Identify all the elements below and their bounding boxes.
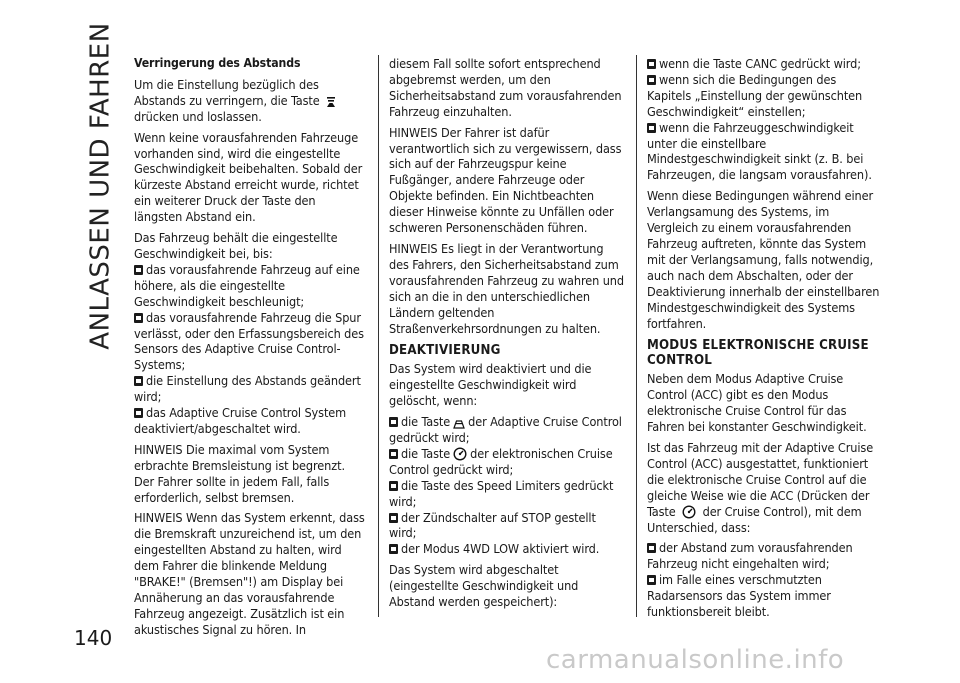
column-divider: [636, 55, 637, 617]
bullet-icon: [647, 575, 656, 585]
acc-button-icon: [453, 419, 465, 429]
bullet-icon: [389, 449, 398, 459]
list-item-text: der Zündschalter auf STOP gestellt wird;: [389, 509, 596, 541]
list-item: [647, 540, 883, 572]
paragraph: [134, 77, 366, 125]
list-item-text: die Einstellung des Abstands geändert wird;: [134, 373, 361, 405]
column-1: [134, 56, 366, 643]
bullet-icon: [134, 408, 143, 418]
text: drücken und loslassen.: [134, 108, 262, 124]
speedometer-icon: [453, 447, 467, 461]
paragraph: Wenn diese Bedingungen während einer Verlangsamung des Systems, im Vergleich zu einem vorausfahrenden Fahrzeug auftreten, könnte das System mit der Verlangsamung, falls notwendig, auch nach dem Abschalten, oder der Deaktivierung innerhalb der einstellbaren Mindestgeschwindigkeit des Systems fortfahren.: [647, 188, 880, 331]
bullet-icon: [647, 59, 656, 69]
paragraph: Das System wird abgeschaltet (eingestellte Geschwindigkeit und Abstand werden gespeichert):: [389, 562, 579, 610]
bullet-icon: [389, 417, 398, 427]
list-item: [389, 478, 625, 510]
text: Um die Einstellung bezüglich des Abstands zu verringern, die Taste: [134, 76, 320, 108]
list-item-text: die Taste des Speed Limiters gedrückt wird;: [389, 477, 614, 509]
note: HINWEIS Die maximal vom System erbrachte Bremsleistung ist begrenzt. Der Fahrer sollte in jedem Fall, falls erforderlich, selbst bremsen.: [134, 441, 345, 505]
list-item: [134, 310, 366, 374]
list-item: [134, 373, 366, 405]
bullet-icon: [134, 265, 143, 275]
list-item-text: der elektronischen Cruise Control gedrückt wird;: [389, 445, 613, 477]
text: Ist das Fahrzeug mit der Adaptive Cruise Control (ACC) ausgestattet, funktioniert die elektronische Cruise Control auf die gleiche Weise wie die ACC (Drücken der Taste: [647, 440, 874, 519]
list-item-text: das Adaptive Cruise Control System deaktiviert/abgeschaltet wird.: [134, 405, 347, 436]
list-item: [389, 541, 625, 557]
paragraph: Das Fahrzeug behält die eingestellte Geschwindigkeit bei, bis:: [134, 230, 338, 261]
bullet-icon: [389, 544, 398, 554]
paragraph: Das System wird deaktiviert und die eingestellte Geschwindigkeit wird gelöscht, wenn:: [389, 361, 592, 409]
speedometer-icon: [682, 505, 696, 519]
page-number: 140: [74, 626, 113, 650]
list-item-text: das vorausfahrende Fahrzeug auf eine höhere, als die eingestellte Geschwindigkeit beschleunigt;: [134, 261, 360, 309]
column-divider: [378, 55, 379, 617]
bullet-icon: [134, 313, 143, 323]
section-heading-deactivation: DEAKTIVIERUNG: [389, 343, 501, 359]
bullet-icon: [647, 75, 656, 85]
list-item: [647, 572, 883, 620]
list-item: [134, 405, 366, 437]
paragraph: Neben dem Modus Adaptive Cruise Control (ACC) gibt es den Modus elektronische Cruise Control für das Fahren bei konstanter Geschwindigkeit.: [647, 371, 867, 435]
bullet-icon: [389, 481, 398, 491]
list-item: [647, 56, 883, 72]
bullet-icon: [389, 513, 398, 523]
chapter-title: [70, 22, 132, 350]
watermark: carmanualsonline.info: [546, 645, 845, 675]
bullet-icon: [647, 123, 656, 133]
paragraph: diesem Fall sollte sofort entsprechend abgebremst werden, um den Sicherheitsabstand zum vorausfahrenden Fahrzeug einzuhalten.: [389, 56, 622, 119]
column-2: [389, 56, 625, 615]
list-item: [647, 120, 883, 184]
column-3: [647, 56, 883, 620]
list-item: [389, 446, 625, 478]
list-item-text: wenn die Taste CANC gedrückt wird;: [659, 56, 861, 71]
paragraph: Wenn keine vorausfahrenden Fahrzeuge vorhanden sind, wird die eingestellte Geschwindigkeit beibehalten. Sobald der kürzeste Abstand erreicht wurde, richtet ein weiterer Druck der Taste den längsten Abstand ein.: [134, 129, 363, 225]
chapter-title-text: ANLASSEN UND FAHREN: [86, 22, 116, 350]
text: der Cruise Control), mit dem Unterschied, dass:: [647, 503, 862, 535]
note: HINWEIS Der Fahrer ist dafür verantwortlich sich zu vergewissern, dass sich auf der Fahrzeugspur keine Fußgänger, andere Fahrzeuge oder Objekte befinden. Ein Nichtbeachten dieser Hinweise könnte zu Unfällen oder schweren Personenschäden führen.: [389, 124, 622, 236]
list-item-text: der Adaptive Cruise Control gedrückt wird;: [389, 414, 622, 446]
distance-button-icon: [326, 96, 336, 108]
paragraph: [647, 440, 883, 535]
section-heading-electronic-cruise-control: MODUS ELEKTRONISCHE CRUISE CONTROL: [647, 338, 869, 369]
bullet-icon: [647, 543, 656, 553]
list-item-text: wenn die Fahrzeuggeschwindigkeit unter die einstellbare Mindestgeschwindigkeit sinkt (z. B. bei Fahrzeugen, die langsam vorausfahren).: [647, 119, 872, 183]
list-item-text: wenn sich die Bedingungen des Kapitels „Einstellung der gewünschten Geschwindigkeit“ einstellen;: [647, 71, 863, 119]
note: HINWEIS Wenn das System erkennt, dass die Bremskraft unzureichend ist, um den eingestellten Abstand zu halten, wird dem Fahrer die blinkende Meldung "BRAKE!" (Bremsen"!) am Display bei Annäherung an das vorausfahrende Fahrzeug angezeigt. Zusätzlich ist ein akustisches Signal zu hören. In: [134, 510, 365, 637]
list-item: [389, 510, 625, 542]
bullet-icon: [134, 376, 143, 386]
note: HINWEIS Es liegt in der Verantwortung des Fahrers, den Sicherheitsabstand zum vorausfahrenden Fahrzeug zu wahren und sich an die in den unterschiedlichen Ländern geltenden Straßenverkehrsordnungen zu halten.: [389, 240, 624, 336]
list-item-text: das vorausfahrende Fahrzeug die Spur verlässt, oder den Erfassungsbereich des Sensors des Adaptive Cruise Control-Systems;: [134, 309, 364, 373]
list-item-text: der Abstand zum vorausfahrenden Fahrzeug nicht eingehalten wird;: [647, 540, 853, 572]
list-item-text: die Taste: [401, 414, 451, 430]
list-item-text: im Falle eines verschmutzten Radarsensors das System immer funktionsbereit bleibt.: [647, 572, 831, 620]
list-item: [647, 72, 883, 120]
list-item: [134, 262, 366, 310]
list-item-text: die Taste: [401, 445, 451, 461]
list-item-text: der Modus 4WD LOW aktiviert wird.: [401, 541, 600, 557]
list-item: [389, 414, 625, 446]
subheading-distance-reduction: Verringerung des Abstands: [134, 56, 301, 70]
